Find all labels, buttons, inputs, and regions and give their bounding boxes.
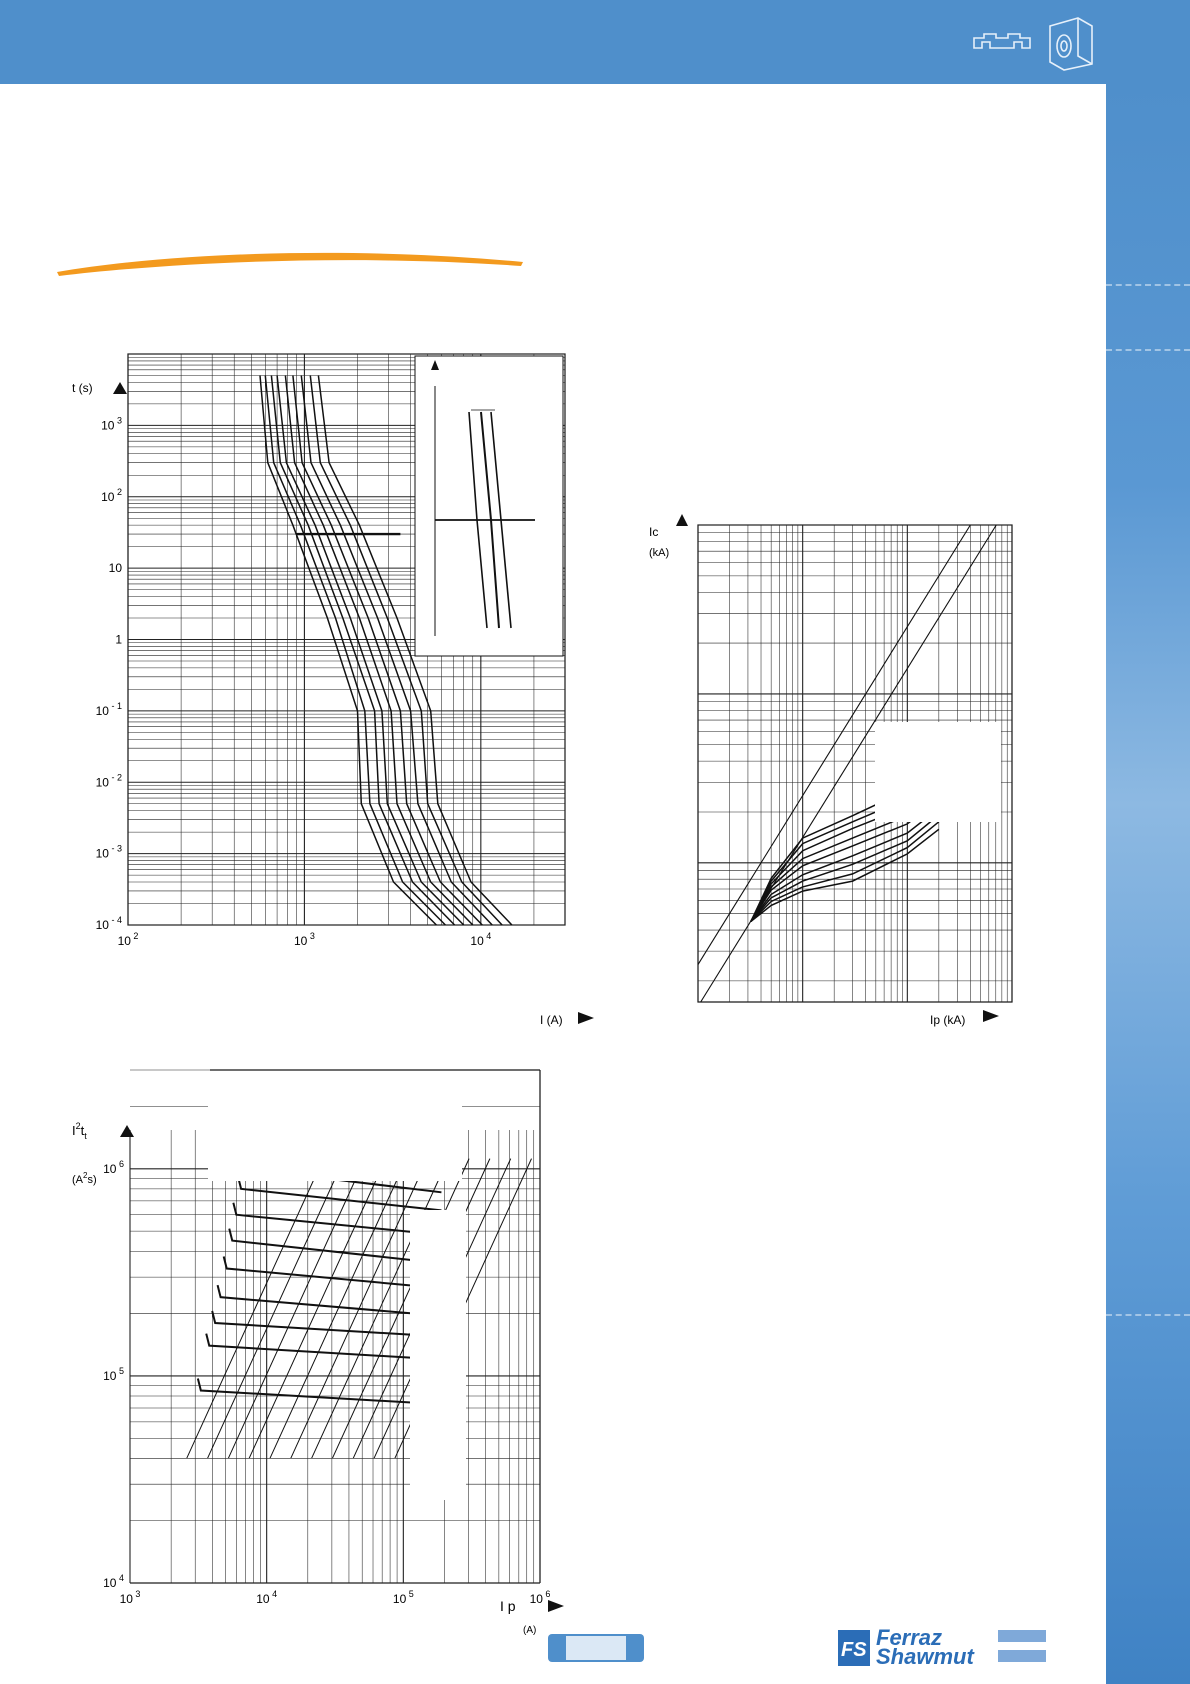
time-current-chart bbox=[60, 290, 620, 1030]
chart3-xtick: 10 $^6$ bbox=[529, 1589, 551, 1606]
right-decorative-band bbox=[1106, 84, 1190, 1684]
page-number-tab bbox=[548, 1634, 644, 1662]
chart3-x-unit: (A) bbox=[523, 1625, 537, 1636]
chart2-y-label: Ic bbox=[649, 525, 659, 539]
chart1-ytick: 10 $^2$ bbox=[101, 486, 122, 504]
y-axis-arrow-icon bbox=[113, 382, 127, 394]
chart2-legend-box bbox=[875, 722, 1001, 822]
chart3-curve-700A bbox=[229, 1229, 441, 1264]
chart3-curve-630A bbox=[224, 1257, 442, 1289]
chart1-y-label: t (s) bbox=[72, 381, 93, 395]
fs-logo-mark-icon bbox=[838, 1628, 876, 1668]
x-axis-arrow-icon bbox=[983, 1010, 999, 1022]
x-axis-arrow-icon bbox=[548, 1600, 564, 1612]
chart3-time-label-box bbox=[208, 1097, 462, 1181]
chart3-curve-550A bbox=[218, 1285, 442, 1316]
chart3-ytick: 10 $^4$ bbox=[103, 1573, 124, 1590]
cut-off-chart bbox=[645, 510, 1025, 1040]
chart1-ytick: 10 $^{- 4}$ bbox=[95, 915, 122, 932]
chart1-ytick: 10 $^{- 2}$ bbox=[95, 772, 122, 790]
chart3-xtick: 10 $^4$ bbox=[256, 1589, 278, 1606]
i2t-chart bbox=[60, 1055, 580, 1645]
chart2-x-label: Ip (kA) bbox=[930, 1013, 966, 1027]
chart1-ytick: 10 $^3$ bbox=[101, 415, 122, 433]
chart1-ytick: 10 $^{- 1}$ bbox=[95, 700, 122, 718]
logo-line-2: Shawmut bbox=[876, 1644, 974, 1669]
header-icons bbox=[968, 12, 1098, 72]
chart3-ticks bbox=[103, 1159, 550, 1606]
chart3-diagonal bbox=[208, 1159, 345, 1459]
chart3-diagonal bbox=[187, 1159, 324, 1459]
chart3-curves bbox=[198, 1157, 442, 1404]
chart1-x-label: I (A) bbox=[540, 1013, 563, 1027]
svg-text:FS: FS bbox=[841, 1639, 867, 1661]
chart3-curve-900A bbox=[238, 1177, 441, 1210]
chart3-ytick: 10 $^5$ bbox=[103, 1365, 124, 1383]
orange-accent-stroke bbox=[55, 240, 525, 280]
chart1-xtick: 10 $^3$ bbox=[293, 931, 315, 948]
fuse-outline-icon bbox=[974, 34, 1030, 48]
chart3-xtick: 10 $^3$ bbox=[119, 1589, 141, 1606]
chart3-xtick: 10 $^5$ bbox=[392, 1589, 414, 1606]
chart3-ytick: 10 $^6$ bbox=[103, 1158, 124, 1176]
chart1-xtick: 10 $^2$ bbox=[117, 931, 139, 948]
chart3-y-label: $I^2t_t$ bbox=[72, 1121, 87, 1141]
chart2-legend bbox=[875, 722, 1001, 822]
chart1-ytick: 1 bbox=[115, 632, 122, 647]
y-axis-arrow-icon bbox=[120, 1125, 134, 1137]
chart3-rating-box bbox=[410, 1210, 466, 1500]
chart1-inset bbox=[415, 356, 563, 656]
chart3-y-unit: $(A^2s)$ bbox=[72, 1171, 97, 1186]
x-axis-arrow-icon bbox=[578, 1012, 594, 1024]
fuse-holder-icon bbox=[1050, 18, 1092, 70]
chart1-ytick: 10 $^{- 3}$ bbox=[95, 843, 122, 861]
y-axis-arrow-icon bbox=[676, 514, 688, 526]
ferraz-shawmut-logo bbox=[838, 1626, 1048, 1672]
chart2-y-unit: (kA) bbox=[649, 547, 670, 559]
chart3-x-label: I p bbox=[500, 1598, 516, 1614]
chart1-ytick: 10 bbox=[108, 561, 122, 576]
chart1-xtick: 10 $^4$ bbox=[470, 931, 492, 948]
logo-line-1: Ferraz bbox=[876, 1625, 943, 1650]
